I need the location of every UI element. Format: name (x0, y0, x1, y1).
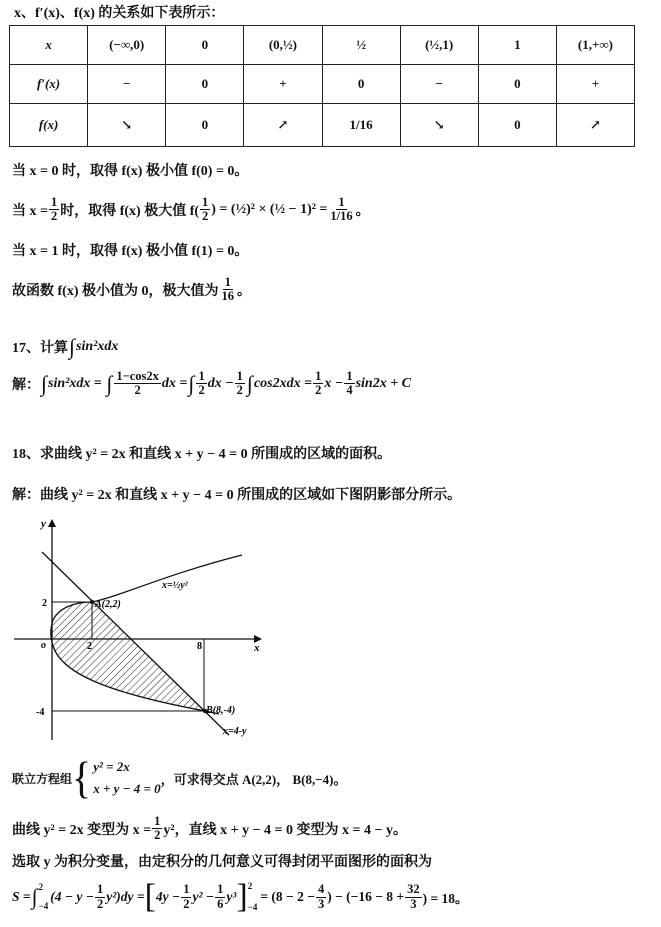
region-graph (14, 515, 274, 740)
frac-den: 3 (317, 896, 325, 911)
equation-2: x + y − 4 = 0 (93, 781, 161, 796)
transform-line (12, 815, 407, 842)
equation-system (93, 756, 160, 800)
table-cell: + (556, 65, 634, 104)
x-axis-label: x (254, 642, 260, 654)
frac-den: 2 (183, 896, 190, 911)
table-cell: 0 (322, 65, 400, 104)
frac-den: 1/16 (330, 209, 353, 224)
half-fraction (200, 196, 210, 223)
conclusion-2-middle: 时，取得 f(x) 极大值 f( (60, 203, 200, 219)
q17-title-text: 17、计算 (12, 341, 68, 356)
system-suffix: ，可求得交点 A(2,2)， B(8,−4)。 (160, 771, 347, 787)
conclusion-4: 故函数 f(x) 极小值为 0，极大值为 $\frac{1}{16}$ 。 (12, 275, 251, 304)
integral-sign: ∫ (106, 370, 113, 396)
thirtytwo-thirds-fraction (405, 883, 422, 910)
result: x − (324, 375, 344, 391)
frac-num: 1 (224, 275, 231, 289)
upper-limit: 2 (247, 881, 253, 891)
variation-table (9, 25, 635, 147)
tick-label-y2: 2 (42, 598, 47, 609)
q17-integrand: sin²xdx (48, 375, 91, 391)
step2: dx − (207, 375, 234, 391)
table-cell: + (244, 65, 322, 104)
s-eval-mid: ) − (−16 − 8 + (327, 889, 405, 904)
table-cell: 0 (166, 104, 244, 147)
q18-title: 18、求曲线 y² = 2x 和直线 x + y − 4 = 0 所围成的区域的面积。 (12, 447, 392, 462)
frac-den: 2 (236, 383, 243, 398)
transform-prefix: 曲线 y² = 2x 变型为 x = (12, 822, 152, 838)
frac-den: 2 (202, 209, 209, 224)
frac-num: 1 (202, 195, 209, 209)
point-a-label: A(2,2) (95, 599, 121, 610)
tick-label-ym4: -4 (36, 707, 45, 718)
origin-label: o (41, 640, 46, 651)
step1-tail: dx = (161, 375, 188, 391)
table-cell: (½,1) (400, 26, 478, 65)
frac-num: 1 (315, 369, 322, 383)
frac-num: 1 (236, 369, 243, 383)
frac-num: 1 (198, 369, 205, 383)
conclusion-2: 当 x = $\frac{1}{2}$ 时，取得 f(x) 极大值 f( $\frac{1}{2}$ ) = (½)² × (½ − 1)² = $\frac{1}{1/16}$ 。 (12, 195, 370, 224)
conclusion-2-tail: ) = (½)² × (½ − 1)² = (211, 201, 328, 217)
table-cell: 0 (478, 104, 556, 147)
table-cell: (1,+∞) (556, 26, 634, 65)
table-cell: 0 (478, 65, 556, 104)
frac-num: 4 (317, 882, 325, 897)
intro-text: x、f′(x)、f(x) 的关系如下表所示： (14, 6, 225, 21)
table-cell: x (10, 26, 88, 65)
equation-1: y² = 2x (93, 759, 130, 774)
frac-num: 1 (183, 882, 190, 897)
half-fraction (152, 815, 162, 842)
frac-num: 1 (338, 195, 345, 209)
system-prefix: 联立方程组 (12, 771, 73, 786)
lower-limit: −4 (38, 901, 49, 911)
half-fraction (235, 370, 245, 397)
frac-num: 1−cos2x (116, 369, 159, 383)
table-cell: ↗ (556, 104, 634, 147)
half-fraction (49, 196, 59, 223)
q18-solution: 解：曲线 y² = 2x 和直线 x + y − 4 = 0 所围成的区域如下图阴影部分所示。 (12, 488, 462, 503)
half-fraction (95, 883, 105, 910)
result-tail: sin2x + C (355, 375, 412, 391)
table-cell: 1/16 (322, 104, 400, 147)
integral-sign: ∫ (41, 370, 48, 396)
brace-icon: { (72, 752, 92, 803)
frac-den: 2 (50, 209, 58, 224)
table-row-fprime (10, 65, 635, 104)
conclusion-4-prefix: 故函数 f(x) 极小值为 0，极大值为 (12, 283, 219, 299)
s-eval-tail: ) = 18。 (422, 891, 469, 906)
frac-num: 1 (346, 369, 353, 383)
integral-sign: ∫ (188, 370, 195, 396)
integral-sign: ∫ (246, 370, 253, 396)
upper-limit: 2 (38, 882, 44, 892)
frac-num: 1 (50, 195, 58, 209)
table-cell: (0,½) (244, 26, 322, 65)
point-a-marker (90, 600, 94, 604)
q17-integrand: sin²xdx (76, 339, 119, 354)
table-cell: ↗ (244, 104, 322, 147)
eval-limits (248, 882, 258, 912)
frac-den: 2 (154, 828, 161, 843)
y-axis-arrow-icon (48, 519, 56, 527)
q17-solution: 解： ∫ sin²xdx = ∫ $\frac{1-\cos 2x}{2}$ dx = ∫ $\frac{1}{2}$ dx − $\frac{1}{2}$ ∫ cos2xdx = $\frac{1}{2}$ x − $\frac{1}{4}$ sin2x + C (12, 369, 412, 398)
curve-label: x=½y² (162, 580, 188, 591)
frac-den: 2 (315, 383, 322, 398)
right-bracket: ] (236, 878, 248, 915)
conclusion-2-prefix: 当 x = (12, 203, 48, 219)
table-cell: 1 (478, 26, 556, 65)
conclusion-1: 当 x = 0 时，取得 f(x) 极小值 f(0) = 0。 (12, 164, 249, 179)
table-cell: − (400, 65, 478, 104)
q17-title (12, 336, 118, 358)
frac-num: 32 (407, 882, 420, 897)
table-cell: 0 (166, 65, 244, 104)
sixth-fraction (215, 883, 225, 910)
sixteenth-fraction (328, 196, 354, 223)
tick-label-x2: 2 (87, 641, 92, 652)
shaded-region (51, 602, 205, 711)
table-cell: − (88, 65, 166, 104)
s-antideriv-mid: y² − (192, 889, 215, 904)
table-cell: ½ (322, 26, 400, 65)
sixteenth-fraction (220, 276, 237, 303)
step1-fraction (114, 370, 161, 397)
y-axis-label: y (41, 518, 46, 530)
frac-den: 6 (217, 896, 224, 911)
frac-num: 1 (154, 814, 161, 828)
s-eval: = (8 − 2 − (260, 889, 315, 904)
table-cell: ↘ (88, 104, 166, 147)
quarter-fraction (344, 370, 354, 397)
point-b-label: B(8,-4) (206, 705, 236, 716)
four-thirds-fraction (316, 883, 326, 910)
choice-line: 选取 y 为积分变量，由定积分的几何意义可得封闭平面图形的面积为 (12, 855, 432, 870)
line-label: x=4-y (223, 726, 247, 737)
half-fraction (181, 883, 191, 910)
s-prefix: S = (12, 889, 31, 904)
system-line (12, 752, 347, 803)
integral-sign: ∫ (69, 334, 76, 359)
half-fraction (313, 370, 323, 397)
s-antideriv-tail: y³ (226, 889, 237, 904)
frac-den: 4 (346, 383, 353, 398)
s-integrand-tail: y²)dy = (106, 889, 145, 904)
solution-label: 解： (12, 377, 40, 393)
frac-num: 1 (217, 882, 224, 897)
s-integrand: (4 − y − (50, 889, 94, 904)
area-line (12, 880, 469, 914)
table-row-x (10, 26, 635, 65)
frac-den: 3 (410, 896, 417, 911)
table-cell: f(x) (10, 104, 88, 147)
tick-label-x8: 8 (197, 641, 202, 652)
conclusion-3: 当 x = 1 时，取得 f(x) 极小值 f(1) = 0。 (12, 244, 249, 259)
integral-sign: ∫ (31, 884, 38, 909)
left-bracket: [ (144, 878, 156, 915)
transform-suffix: y²，直线 x + y − 4 = 0 变型为 x = 4 − y。 (163, 822, 407, 838)
table-cell: f′(x) (10, 65, 88, 104)
step3: cos2xdx = (253, 375, 313, 391)
table-row-f (10, 104, 635, 147)
table-cell: (−∞,0) (88, 26, 166, 65)
frac-den: 2 (134, 383, 141, 398)
table-cell: ↘ (400, 104, 478, 147)
frac-den: 16 (221, 289, 234, 304)
integral-limits (39, 883, 49, 911)
table-cell: 0 (166, 26, 244, 65)
frac-den: 2 (96, 896, 104, 911)
half-fraction (196, 370, 206, 397)
lower-limit: −4 (247, 902, 258, 912)
frac-den: 2 (198, 383, 205, 398)
s-antideriv: 4y − (155, 889, 181, 904)
frac-num: 1 (96, 882, 104, 897)
